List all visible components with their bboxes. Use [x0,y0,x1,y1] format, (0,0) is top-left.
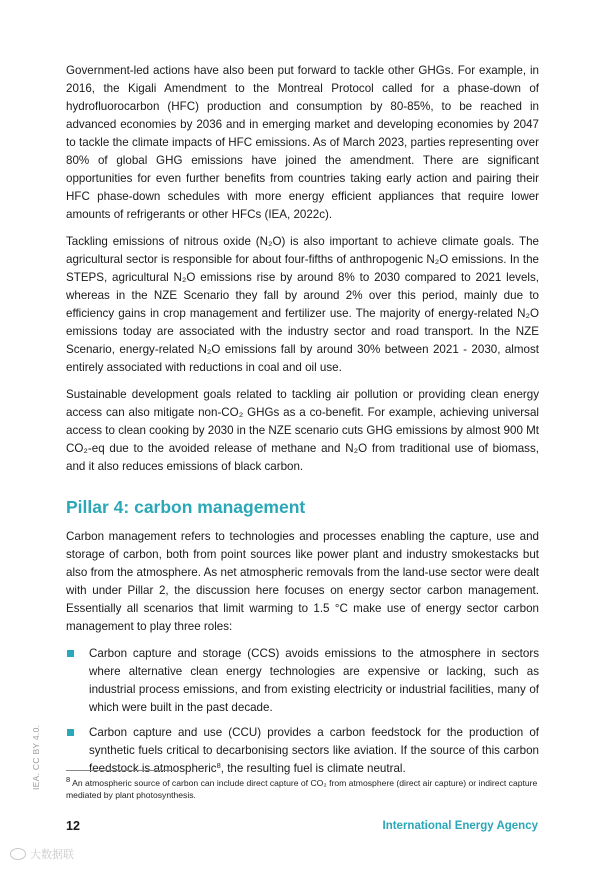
list-item-ccs [66,645,539,717]
page-number: 12 [66,819,80,833]
watermark [10,846,74,862]
paragraph-carbon-management: Carbon management refers to technologies and processes enabling the capture, use and storage of carbon, both from point sources like power plant and industry smokestacks but also from the atmosphere. As net atmospheric removals from the land-use sector were dealt with under Pillar 2, the discussion here focuses on energy sector carbon management. Essentially all scenarios that limit warming to 1.5 °C make use of energy sector carbon management to play three roles: [66,530,539,633]
section-heading: Pillar 4: carbon management [66,497,306,517]
footnote-marker: 8 [66,775,71,784]
footnote-divider [66,770,176,771]
list-item-text: Carbon capture and use (CCU) provides a carbon feedstock for the production of synthetic fuels critical to decarbonising sectors like aviation. If the source of this carbon feedstock is atmospheric [89,726,539,775]
footnote-reference[interactable]: 8 [216,761,221,770]
footnote [66,777,539,801]
roles-list [66,645,539,778]
paragraph-sdg-cobenefits: Sustainable development goals related to tackling air pollution or providing clean energy access can also mitigate non-CO₂ GHGs as a co-benefit. For example, achieving universal access to clean cooking by 2030 in the NZE scenario cuts GHG emissions by almost 900 Mt CO₂-eq due to the avoided release of methane and N₂O from traditional use of biomass, and it also reduces emissions of black carbon. [66,388,539,473]
paragraph-kigali: Government-led actions have also been put forward to tackle other GHGs. For example, in 2016, the Kigali Amendment to the Montreal Protocol called for a phase-down of hydrofluorocarbon (HFC) production and consumption by 80-85%, to be reached in advanced economies by 2036 and in emerging market and developing economies by 2047 to tackle the climate impacts of HFC emissions. As of March 2023, parties representing over 80% of global GHG emissions have joined the amendment. There are significant opportunities for even further benefits from countries taking early action and pairing their HFC phase-down schedules with more energy efficient appliances that require lower amounts of refrigerants or other HFCs (IEA, 2022c). [66,64,539,221]
list-item-text-tail: , the resulting fuel is climate neutral. [220,762,406,775]
list-item-text: Carbon capture and storage (CCS) avoids emissions to the atmosphere in sectors where alternative clean energy technologies are expensive or lacking, such as industrial process emissions, and from existing electricity or industrial facilities, many of which were built in the past decade. [89,647,539,714]
paragraph-nitrous-oxide: Tackling emissions of nitrous oxide (N₂O) is also important to achieve climate goals. The agricultural sector is responsible for about four-fifths of anthropogenic N₂O emissions. In the STEPS, agricultural N₂O emissions rise by around 8% to 2030 compared to 2021 levels, whereas in the NZE Scenario they fall by around 2% over this period, mainly due to efficiency gains in crop management and fertilizer use. The majority of energy-related N₂O emissions today are associated with the industry sector and road transport. In the NZE Scenario, energy-related N₂O emissions fall by around 30% between 2021 - 2030, almost entirely associated with reductions in coal and oil use. [66,235,539,374]
license-note: IEA. CC BY 4.0. [31,724,41,790]
publisher-name: International Energy Agency [382,820,538,832]
square-bullet-icon [67,650,74,657]
footnote-text: An atmospheric source of carbon can include direct capture of CO₂ from atmosphere (direct air capture) or indirect capture mediated by plant photosynthesis. [66,778,538,800]
page-content [66,62,539,785]
watermark-text: 大数据联 [30,849,74,861]
watermark-logo-icon [10,848,26,860]
square-bullet-icon [67,729,74,736]
